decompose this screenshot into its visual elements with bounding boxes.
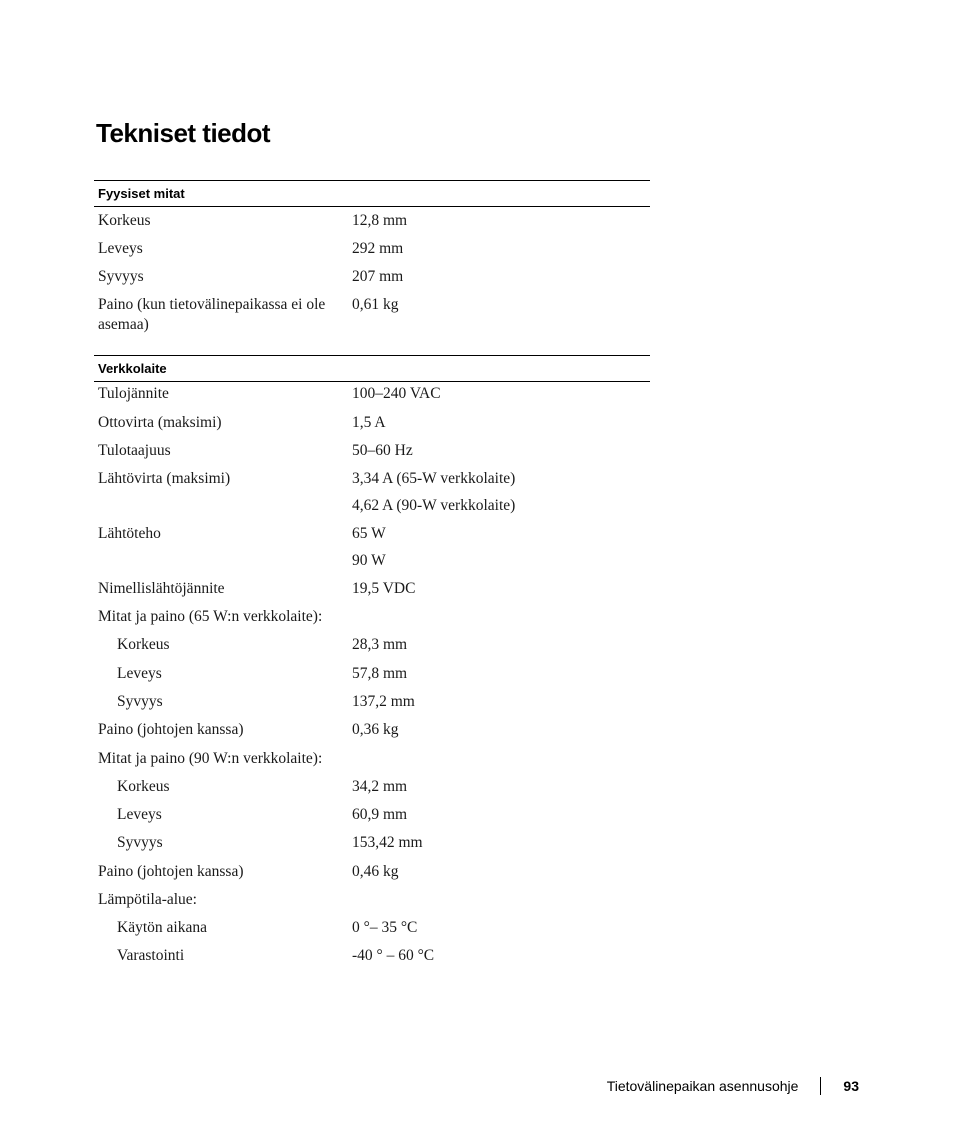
section-heading: Verkkolaite bbox=[94, 355, 650, 382]
page-title: Tekniset tiedot bbox=[96, 118, 271, 148]
spec-value: 65 W bbox=[352, 525, 386, 542]
section-heading: Fyysiset mitat bbox=[94, 180, 650, 207]
spec-value: 292 mm bbox=[352, 240, 404, 257]
footer-divider bbox=[820, 1077, 821, 1095]
spec-value: 1,5 A bbox=[352, 414, 386, 431]
spec-label: Korkeus bbox=[98, 212, 151, 229]
spec-label: Paino (kun tietovälinepaikassa ei ole asemaa) bbox=[98, 296, 326, 333]
spec-value: 137,2 mm bbox=[352, 693, 415, 710]
spec-label: Syvyys bbox=[117, 834, 163, 851]
spec-value: 0,61 kg bbox=[352, 296, 399, 313]
spec-label: Tulojännite bbox=[98, 385, 169, 402]
spec-value: 207 mm bbox=[352, 268, 404, 285]
spec-value: 0,36 kg bbox=[352, 721, 399, 738]
spec-value: 50–60 Hz bbox=[352, 442, 413, 459]
specs-section-power-adapter bbox=[94, 355, 650, 964]
spec-label: Nimellislähtöjännite bbox=[98, 580, 225, 597]
page-number: 93 bbox=[843, 1078, 859, 1094]
spec-label: Syvyys bbox=[98, 268, 144, 285]
spec-label: Lämpötila-alue: bbox=[98, 891, 197, 908]
spec-value: 12,8 mm bbox=[352, 212, 408, 229]
spec-label: Lähtövirta (maksimi) bbox=[98, 470, 231, 487]
spec-value: 100–240 VAC bbox=[352, 385, 441, 402]
spec-value: 0,46 kg bbox=[352, 863, 399, 880]
page-footer bbox=[607, 1077, 859, 1095]
spec-label: Leveys bbox=[98, 240, 143, 257]
spec-value: 34,2 mm bbox=[352, 778, 408, 795]
spec-label: Korkeus bbox=[117, 636, 170, 653]
spec-value: 90 W bbox=[352, 552, 386, 569]
footer-document-title: Tietovälinepaikan asennusohje bbox=[606, 1078, 799, 1094]
specs-section-physical bbox=[94, 180, 650, 333]
spec-value: 3,34 A (65-W verkkolaite) bbox=[352, 470, 516, 487]
spec-value: 0 °– 35 °C bbox=[352, 919, 418, 936]
spec-label: Leveys bbox=[117, 806, 162, 823]
spec-label: Syvyys bbox=[117, 693, 163, 710]
spec-label: Paino (johtojen kanssa) bbox=[98, 863, 244, 880]
spec-value: -40 ° – 60 °C bbox=[352, 947, 435, 964]
spec-label: Paino (johtojen kanssa) bbox=[98, 721, 244, 738]
spec-value: 153,42 mm bbox=[352, 834, 423, 851]
spec-value: 19,5 VDC bbox=[352, 580, 416, 597]
spec-label: Mitat ja paino (90 W:n verkkolaite): bbox=[98, 750, 323, 767]
spec-label: Leveys bbox=[117, 665, 162, 682]
spec-label: Varastointi bbox=[117, 947, 185, 964]
spec-label: Korkeus bbox=[117, 778, 170, 795]
spec-value: 28,3 mm bbox=[352, 636, 408, 653]
spec-label: Ottovirta (maksimi) bbox=[98, 414, 222, 431]
spec-label: Käytön aikana bbox=[117, 919, 207, 936]
spec-value: 4,62 A (90-W verkkolaite) bbox=[352, 497, 516, 514]
spec-label: Mitat ja paino (65 W:n verkkolaite): bbox=[98, 608, 323, 625]
spec-label: Lähtöteho bbox=[98, 525, 161, 542]
spec-label: Tulotaajuus bbox=[98, 442, 171, 459]
spec-value: 60,9 mm bbox=[352, 806, 408, 823]
spec-value: 57,8 mm bbox=[352, 665, 408, 682]
